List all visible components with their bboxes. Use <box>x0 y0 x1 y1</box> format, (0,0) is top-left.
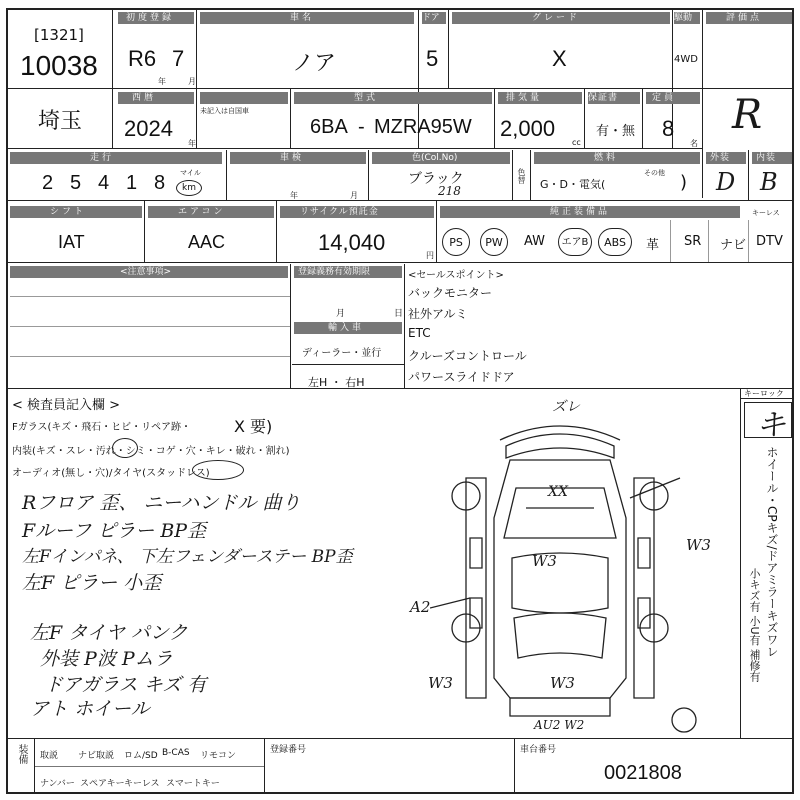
mileage-label-bar: 走行 <box>10 152 222 164</box>
col-divider <box>226 150 227 200</box>
year-char: 年 <box>188 139 196 148</box>
sales-points-label: <セールスポイント> <box>408 270 504 281</box>
col-divider <box>642 88 643 148</box>
footer-equip-item: キーレス <box>124 779 160 789</box>
displacement-label-bar: 排気量 <box>498 92 582 104</box>
repaint-label: 色替 <box>517 168 526 184</box>
roof-shape <box>512 553 608 613</box>
mileage-digit: 5 <box>70 172 82 194</box>
glass-line: Fガラス(キズ・飛石・ヒビ・リペア跡・ <box>12 422 191 433</box>
note-line-text: 左F タイヤ パンク <box>30 622 188 644</box>
displacement: 2,000 <box>500 116 556 141</box>
reg-number-label: 登録番号 <box>270 745 307 755</box>
month-char: 月 <box>350 191 358 200</box>
box-number: [1321] <box>34 26 84 44</box>
equipment-aw: AW <box>524 234 546 249</box>
caution-label-bar: <注意事項> <box>10 266 288 278</box>
ac-label-bar: エアコン <box>148 206 274 218</box>
score-value: R <box>732 92 763 138</box>
drive-type: 4WD <box>674 54 698 65</box>
footer-equip-item: ナビ取説 <box>78 751 115 761</box>
rear-window-shape <box>514 613 606 658</box>
first-reg-label-bar: 初度登録 <box>118 12 194 24</box>
note-line-text: ドアガラス キズ 有 <box>44 674 207 696</box>
col-divider <box>748 150 749 200</box>
footer-equip-item: スマートキー <box>166 779 220 789</box>
col-divider <box>34 738 35 794</box>
mileage-digit: 2 <box>42 172 54 194</box>
month-char: 月 <box>336 309 346 319</box>
sales-point: ETC <box>408 326 431 340</box>
col-divider <box>404 264 405 388</box>
note-line-text: 外装 P波 Pムラ <box>40 648 173 670</box>
model-code: MZRA95W <box>374 116 472 138</box>
footer-equip-item: スペアキー <box>80 779 125 789</box>
sales-point: クルーズコントロール <box>408 349 527 363</box>
mark-w3-right: W3 <box>686 536 711 554</box>
mark-w3-bottom: W3 <box>550 674 575 692</box>
col-divider <box>144 200 145 262</box>
score-label-bar: 評価点 <box>706 12 792 24</box>
left-side-shape <box>466 478 486 698</box>
ac-value: AAC <box>188 232 226 252</box>
interior-circle-mark <box>112 438 138 458</box>
row-divider <box>6 148 702 149</box>
fuel-other: その他 <box>644 169 665 177</box>
footer-equip-item: 取説 <box>40 751 59 761</box>
fuel-label-bar: 燃料 <box>534 152 700 164</box>
model-prefix: 6BA <box>310 116 348 138</box>
warranty-label-bar: 保証書 <box>588 92 640 104</box>
doors-label-bar: ドア <box>422 12 446 24</box>
keylock-mark: キ <box>756 408 786 443</box>
front-bumper-shape <box>506 434 614 458</box>
sales-point: パワースライドドア <box>408 370 515 384</box>
col-divider <box>196 88 197 148</box>
capacity: 8 <box>662 116 675 141</box>
chassis-label: 車台番号 <box>520 745 557 755</box>
row-divider <box>6 738 794 739</box>
col-divider <box>514 738 515 794</box>
right-side-shape <box>634 478 654 698</box>
interior-label-bar: 内装 <box>752 152 792 164</box>
row-divider <box>6 200 794 201</box>
note-line <box>10 326 290 327</box>
color-label-bar: 色(Col.No) <box>372 152 510 164</box>
equipment-dtv: DTV <box>756 234 783 249</box>
dealer-parallel: ディーラー・並行 <box>302 348 382 359</box>
sales-point: 社外アルミ <box>408 307 468 321</box>
note-line-text: Rフロア 歪、 ニーハンドル 曲り <box>22 492 301 514</box>
equip-divider <box>708 220 709 262</box>
col-divider <box>436 200 437 262</box>
fuel-options: G・D・電気( <box>540 178 606 191</box>
equipment-airbag: エアB <box>558 228 592 256</box>
equip-divider <box>670 220 671 262</box>
capacity-label-bar: 定員 <box>646 92 700 104</box>
equipment-sr: SR <box>684 234 702 249</box>
month-char: 月 <box>188 77 196 86</box>
sales-point: バックモニター <box>408 286 493 300</box>
car-name: ノア <box>292 50 337 75</box>
drive-label-bar: 駆動 <box>674 12 700 24</box>
note-line-text: アト ホイール <box>30 698 150 720</box>
model-dash: - <box>358 116 365 138</box>
audio-tire-line: オーディオ(無し・穴)/タイヤ(スタッドレス) <box>12 468 210 479</box>
equipment-navi: ナビ <box>720 238 747 253</box>
import-note: 未記入は自国車 <box>200 107 249 115</box>
left-window-shape <box>470 598 482 628</box>
note-line-text: 左F ピラー 小歪 <box>22 572 162 594</box>
first-reg-era: R6 <box>128 46 157 71</box>
grade-label-bar: グレード <box>452 12 670 24</box>
footer-equip-item: B-CAS <box>162 748 190 758</box>
western-year: 2024 <box>124 116 173 141</box>
mark-w3-center: W3 <box>532 552 557 570</box>
col-divider <box>702 10 703 198</box>
equipment-ps: PS <box>442 228 470 256</box>
shaken-label-bar: 車検 <box>230 152 366 164</box>
lot-number: 10038 <box>20 50 98 81</box>
exterior-grade: D <box>716 168 736 196</box>
note-line <box>10 296 290 297</box>
mile-note: マイル <box>180 169 201 177</box>
year-char: 年 <box>290 191 298 200</box>
shift-value: IAT <box>58 232 85 252</box>
shift-label-bar: シフト <box>10 206 142 218</box>
note-line-text: 左Fインパネ、 下左フェンダーステー BP歪 <box>22 547 353 567</box>
equipment-pw: PW <box>480 228 508 256</box>
color-code: 218 <box>438 184 461 198</box>
glass-mark: X 要) <box>234 417 273 436</box>
year-char: 年 <box>158 77 166 86</box>
note-line-text: Fルーフ ピラー BP歪 <box>22 520 207 542</box>
exterior-label-bar: 外装 <box>706 152 746 164</box>
footer-equip-item: リモコン <box>200 751 237 761</box>
handle-side: 左H ・ 右H <box>308 376 365 389</box>
name-label-bar: 車名 <box>200 12 414 24</box>
ownership-label-bar: 登録義務有効期限 <box>294 266 402 278</box>
recycle-fee: 14,040 <box>318 230 386 255</box>
mark-a2: A2 <box>410 598 431 616</box>
yen-unit: 円 <box>426 251 434 260</box>
mileage-digit: 8 <box>154 172 166 194</box>
row-divider <box>6 88 794 89</box>
color-name: ブラック <box>408 171 464 187</box>
mark-bottom-note: AU2 W2 <box>534 718 585 732</box>
tire-circle-mark <box>192 460 244 480</box>
col-divider <box>112 10 113 148</box>
interior-grade: B <box>760 168 778 196</box>
day-char: 日 <box>394 309 404 319</box>
region: 埼玉 <box>38 108 83 133</box>
door-count: 5 <box>426 46 439 71</box>
inspector-title: < 検査員記入欄 > <box>12 398 121 413</box>
chassis-number: 0021808 <box>604 762 682 784</box>
equipment-label-bar: 純正装備品 <box>440 206 740 218</box>
fuel-close: ) <box>680 172 688 193</box>
car-diagram <box>430 398 740 738</box>
note-line <box>292 364 404 365</box>
right-vertical-2: 小キズ有 小U有 補修有 <box>748 568 761 683</box>
rear-bumper-shape <box>510 698 610 716</box>
equipment-abs: ABS <box>598 228 632 256</box>
grade: X <box>552 46 567 71</box>
col-divider <box>196 10 197 88</box>
spare-tire-shape <box>672 708 696 732</box>
keyless-label: キーレス <box>752 209 780 217</box>
equip-label: 装備 <box>16 744 27 764</box>
footer-equip-item: ナンバー <box>40 779 75 789</box>
mark-w3-left-bottom: W3 <box>428 674 453 692</box>
col-divider <box>494 88 495 148</box>
right-vertical-1: ホイール・CPキズ/ドアミラーキズワレ <box>765 446 779 658</box>
km-unit-circle: km <box>176 180 202 196</box>
col-divider <box>512 150 513 200</box>
col-divider <box>530 150 531 200</box>
warranty-value: 有・無 <box>596 124 636 139</box>
right-window-shape <box>638 538 650 568</box>
note-line <box>10 356 290 357</box>
mark-cross: XX <box>548 484 568 500</box>
pointer-line <box>430 598 470 608</box>
keylock-label: キーロック <box>744 389 784 398</box>
right-window-shape <box>638 598 650 628</box>
col-divider <box>448 10 449 88</box>
cc-unit: cc <box>572 138 581 147</box>
interior-line: 内装(キズ・スレ・汚れ・シミ・コゲ・穴・キレ・破れ・割れ) <box>12 446 290 457</box>
western-label-bar: 西暦 <box>118 92 194 104</box>
pointer-line <box>630 478 680 498</box>
mileage-digit: 4 <box>98 172 110 194</box>
row-divider <box>6 388 794 389</box>
row-divider <box>34 766 264 767</box>
row-divider <box>6 262 794 263</box>
equip-divider <box>748 220 749 262</box>
blank-label-bar <box>200 92 288 104</box>
col-divider <box>290 264 291 388</box>
equipment-leather: 革 <box>646 238 660 253</box>
first-reg-month: 7 <box>172 46 185 71</box>
front-bumper-shape <box>500 426 620 440</box>
footer-equip-item: ロム/SD <box>124 751 158 761</box>
col-divider <box>368 150 369 200</box>
col-divider <box>264 738 265 794</box>
mark-misalign: ズレ <box>552 399 580 415</box>
mileage-digit: 1 <box>126 172 138 194</box>
col-divider <box>290 88 291 148</box>
capacity-unit: 名 <box>690 139 698 148</box>
import-label-bar: 輸入車 <box>294 322 402 334</box>
recycle-label-bar: リサイクル預託金 <box>280 206 434 218</box>
col-divider <box>584 88 585 148</box>
left-window-shape <box>470 538 482 568</box>
col-divider <box>740 388 741 738</box>
model-label-bar: 型式 <box>294 92 492 104</box>
col-divider <box>276 200 277 262</box>
